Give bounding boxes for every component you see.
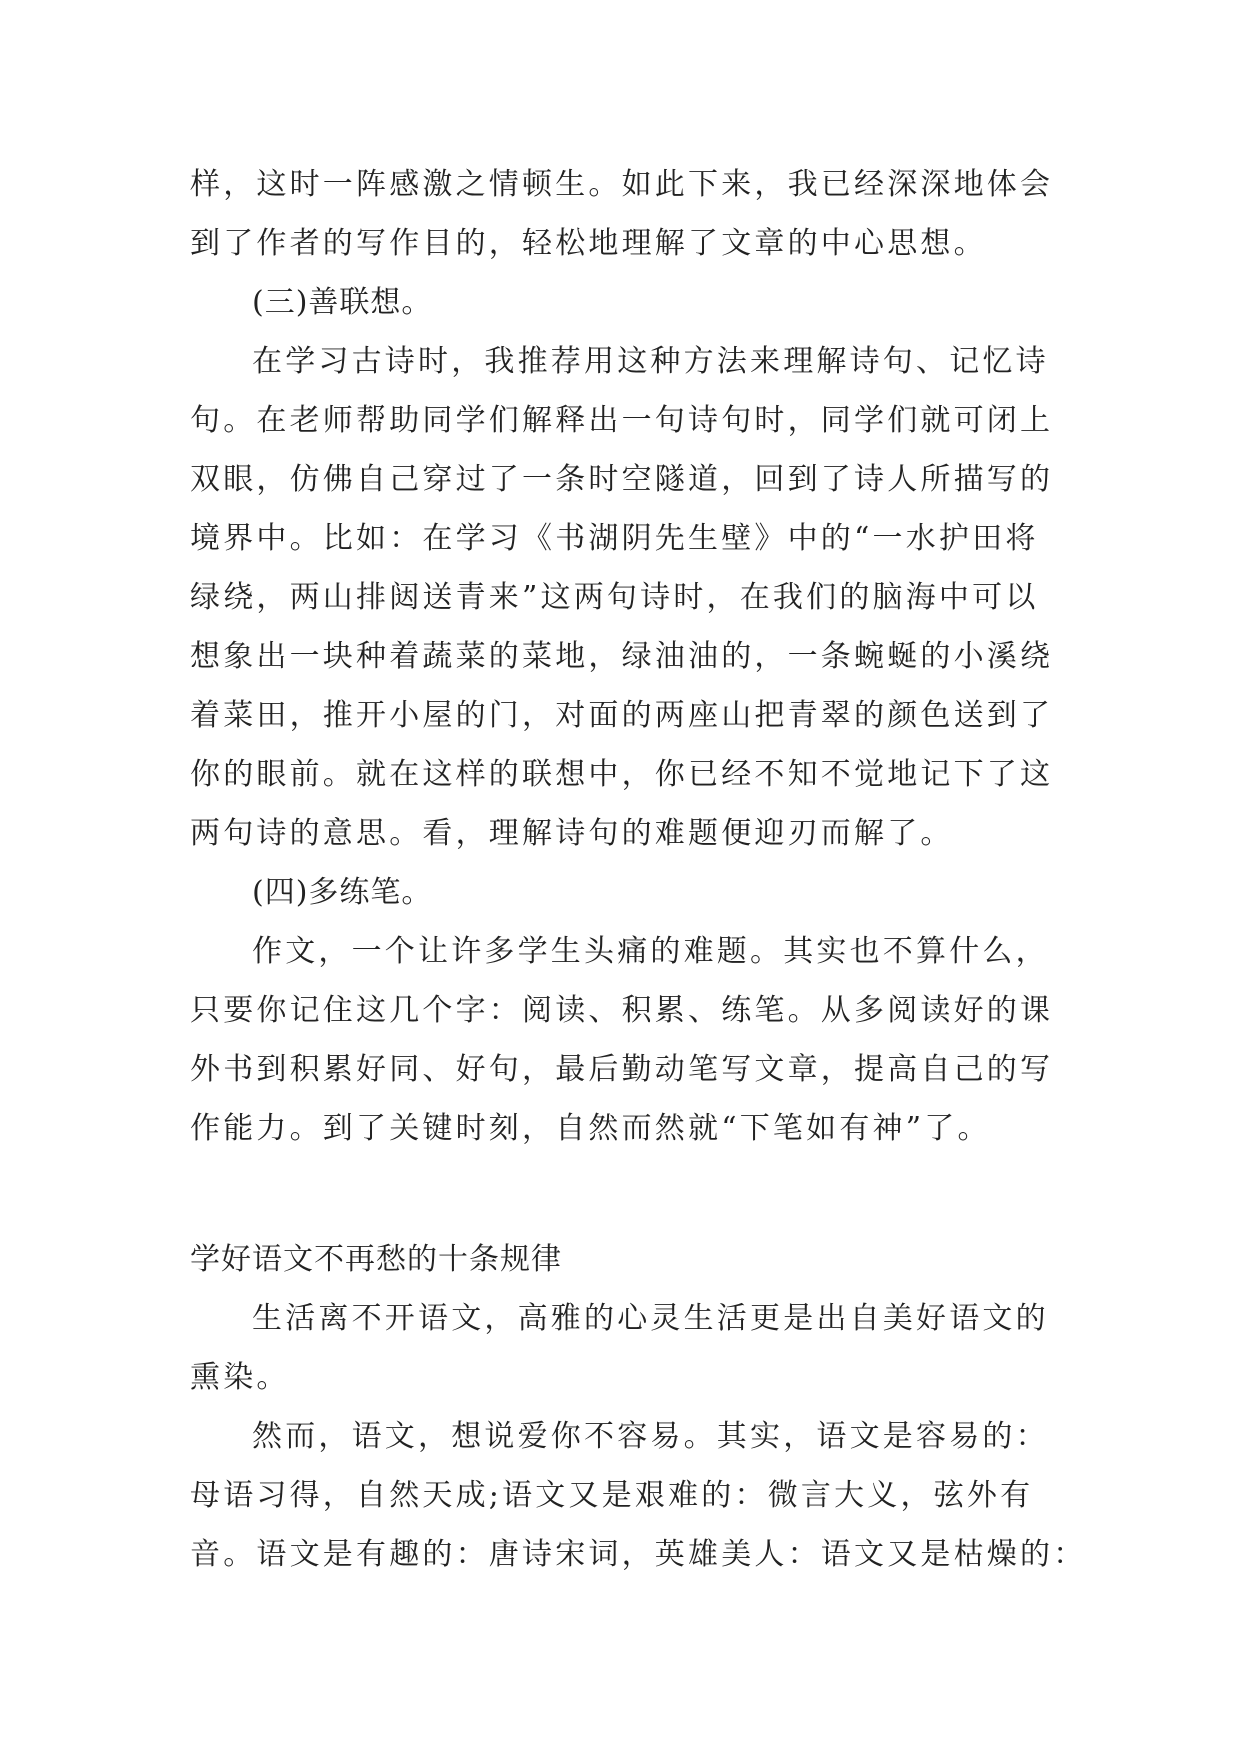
paragraph-line: 生活离不开语文，高雅的心灵生活更是出自美好语文的 — [252, 1301, 1049, 1336]
paragraph-line: 在学习古诗时，我推荐用这种方法来理解诗句、记忆诗 — [252, 344, 1049, 379]
paragraph-line: 绿绕，两山排闼送青来”这两句诗时，在我们的脑海中可以 — [190, 580, 1039, 615]
paragraph-line: 作能力。到了关键时刻，自然而然就“下笔如有神”了。 — [190, 1111, 991, 1146]
section-heading-writing-practice: (四)多练笔。 — [252, 875, 433, 910]
paragraph-line: 作文，一个让许多学生头痛的难题。其实也不算什么， — [252, 934, 1049, 969]
paragraph-line: 到了作者的写作目的，轻松地理解了文章的中心思想。 — [190, 226, 987, 261]
paragraph-line: 你的眼前。就在这样的联想中，你已经不知不觉地记下了这 — [190, 757, 1054, 792]
paragraph-line: 样，这时一阵感激之情顿生。如此下来，我已经深深地体会 — [190, 167, 1054, 202]
paragraph-line: 两句诗的意思。看，理解诗句的难题便迎刃而解了。 — [190, 816, 954, 851]
article-title: 学好语文不再愁的十条规律 — [190, 1242, 562, 1277]
paragraph-line: 熏染。 — [190, 1360, 290, 1395]
section-heading-association: (三)善联想。 — [252, 285, 433, 320]
paragraph-line: 外书到积累好同、好句，最后勤动笔写文章，提高自己的写 — [190, 1052, 1054, 1087]
paragraph-line: 母语习得，自然天成;语文又是艰难的：微言大义，弦外有 — [190, 1478, 1034, 1513]
paragraph-line: 着菜田，推开小屋的门，对面的两座山把青翠的颜色送到了 — [190, 698, 1054, 733]
paragraph-line: 音。语文是有趣的：唐诗宋词，英雄美人：语文又是枯燥的： — [190, 1537, 1087, 1572]
paragraph-line: 句。在老师帮助同学们解释出一句诗句时，同学们就可闭上 — [190, 403, 1054, 438]
paragraph-line: 境界中。比如：在学习《书湖阴先生壁》中的“一水护田将 — [190, 521, 1039, 556]
paragraph-line: 想象出一块种着蔬菜的菜地，绿油油的，一条蜿蜒的小溪绕 — [190, 639, 1054, 674]
paragraph-line: 双眼，仿佛自己穿过了一条时空隧道，回到了诗人所描写的 — [190, 462, 1054, 497]
paragraph-line: 只要你记住这几个字：阅读、积累、练笔。从多阅读好的课 — [190, 993, 1054, 1028]
document-body — [190, 155, 1087, 1584]
paragraph-line: 然而，语文，想说爱你不容易。其实，语文是容易的： — [252, 1419, 1049, 1454]
